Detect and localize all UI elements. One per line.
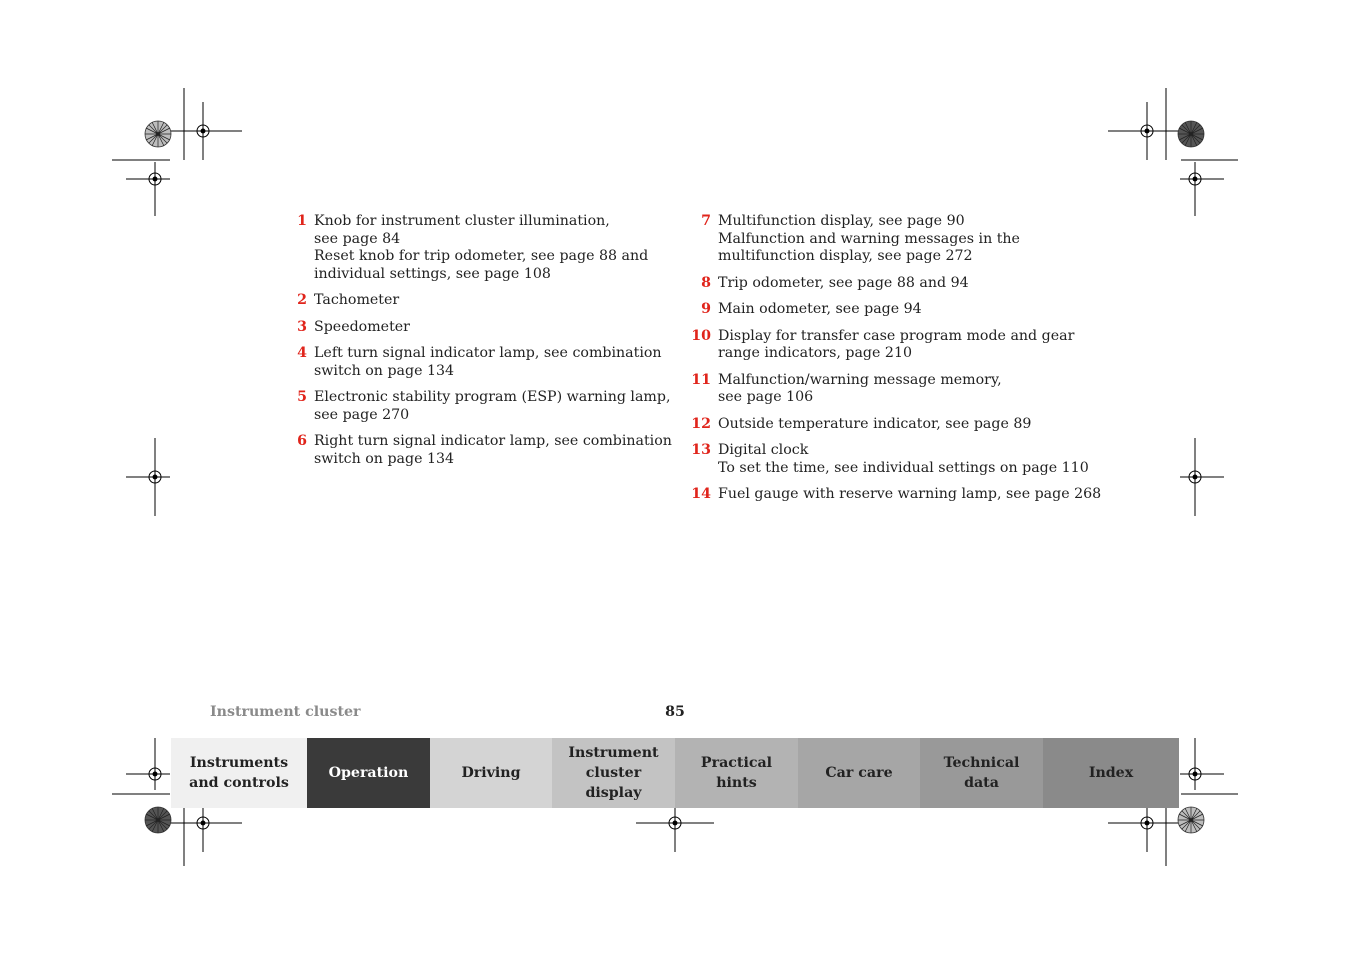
legend-item-line: switch on page 134	[314, 362, 455, 379]
legend-item	[288, 389, 671, 424]
legend-item-line: range indicators, page 210	[718, 345, 912, 361]
legend-item	[690, 328, 1090, 363]
legend-item-line: see page 106	[718, 389, 814, 405]
legend-item	[690, 486, 1102, 504]
tab-operation[interactable]: Operation	[307, 738, 430, 808]
legend-item	[690, 372, 1090, 407]
legend-item-line: Reset knob for trip odometer, see page 88 and	[314, 248, 649, 264]
legend-item-number: 1	[297, 213, 307, 229]
legend-item-text	[718, 442, 1090, 477]
legend-item-line: individual settings, see page 108	[314, 265, 551, 282]
legend-item	[690, 416, 1090, 434]
legend-item	[690, 301, 1090, 319]
legend-item-text	[314, 319, 668, 337]
legend-item-number: 8	[701, 274, 711, 291]
page-number: 85	[665, 704, 685, 720]
legend-item-line: multifunction display, see page 272	[718, 248, 973, 264]
legend-item-line: Display for transfer case program mode and gear	[718, 327, 1075, 344]
legend-item	[690, 213, 1090, 266]
legend-item	[288, 319, 668, 337]
legend-item	[690, 442, 1090, 477]
legend-item-number: 11	[691, 371, 711, 388]
section-title: Instrument cluster	[210, 704, 361, 720]
legend-item-line: Electronic stability program (ESP) warning lamp,	[314, 389, 671, 405]
legend-item-line: Main odometer, see page 94	[718, 301, 922, 317]
legend-item-text	[718, 372, 1090, 407]
legend-item-text	[718, 416, 1090, 434]
legend-item-text	[718, 486, 1101, 504]
legend-item-line: Fuel gauge with reserve warning lamp, see page 268	[718, 486, 1102, 502]
legend-item-text	[718, 301, 1090, 319]
legend-item	[288, 345, 668, 380]
legend-item-line: see page 84	[314, 230, 401, 247]
tab-technical-data[interactable]: Technical data	[920, 738, 1043, 808]
legend-item-number: 5	[297, 389, 307, 405]
legend-item-number: 2	[297, 292, 307, 308]
legend-list-right	[690, 213, 1102, 513]
legend-item-line: Speedometer	[314, 318, 410, 335]
legend-item-text	[718, 275, 1090, 293]
legend-item-number: 4	[297, 345, 307, 361]
legend-item-text	[314, 389, 670, 424]
tab-index[interactable]: Index	[1043, 738, 1179, 808]
tab-instruments-and-controls[interactable]: Instruments and controls	[171, 738, 307, 808]
legend-item-line: Malfunction and warning messages in the	[718, 230, 1020, 247]
tab-driving[interactable]: Driving	[430, 738, 552, 808]
legend-item	[288, 433, 672, 468]
legend-item-number: 13	[691, 442, 711, 458]
legend-item-number: 10	[691, 327, 711, 344]
tab-car-care[interactable]: Car care	[798, 738, 920, 808]
legend-item-line: Malfunction/warning message memory,	[718, 371, 1002, 388]
legend-item-number: 7	[701, 213, 711, 229]
legend-item-line: Trip odometer, see page 88 and 94	[718, 274, 969, 291]
legend-item-line: Outside temperature indicator, see page 89	[718, 415, 1032, 432]
legend-item-line: see page 270	[314, 406, 410, 423]
legend-item-number: 12	[691, 415, 711, 432]
legend-item-number: 9	[701, 301, 711, 317]
legend-item-number: 14	[691, 486, 711, 502]
legend-item-number: 3	[297, 318, 307, 335]
legend-item	[288, 213, 668, 283]
legend-item-line: Digital clock	[718, 442, 809, 458]
tab-instrument-cluster-display[interactable]: Instrument cluster display	[552, 738, 675, 808]
legend-item-line: Tachometer	[314, 292, 400, 308]
legend-item	[690, 275, 1090, 293]
legend-item	[288, 292, 668, 310]
legend-item-text	[718, 213, 1090, 266]
legend-item-line: Right turn signal indicator lamp, see combination	[314, 433, 672, 449]
legend-item-text	[314, 433, 672, 468]
legend-item-text	[718, 328, 1090, 363]
legend-item-line: To set the time, see individual settings on page 110	[718, 459, 1089, 476]
legend-item-line: Left turn signal indicator lamp, see combination	[314, 345, 662, 361]
chapter-tabs	[171, 738, 1179, 808]
legend-item-number: 6	[297, 433, 307, 449]
legend-item-text	[314, 213, 668, 283]
legend-list-left	[288, 213, 672, 477]
legend-item-line: Knob for instrument cluster illumination,	[314, 213, 610, 229]
legend-item-line: Multifunction display, see page 90	[718, 213, 965, 229]
legend-item-line: switch on page 134	[314, 450, 455, 467]
legend-item-text	[314, 292, 668, 310]
legend-item-text	[314, 345, 668, 380]
tab-practical-hints[interactable]: Practical hints	[675, 738, 798, 808]
